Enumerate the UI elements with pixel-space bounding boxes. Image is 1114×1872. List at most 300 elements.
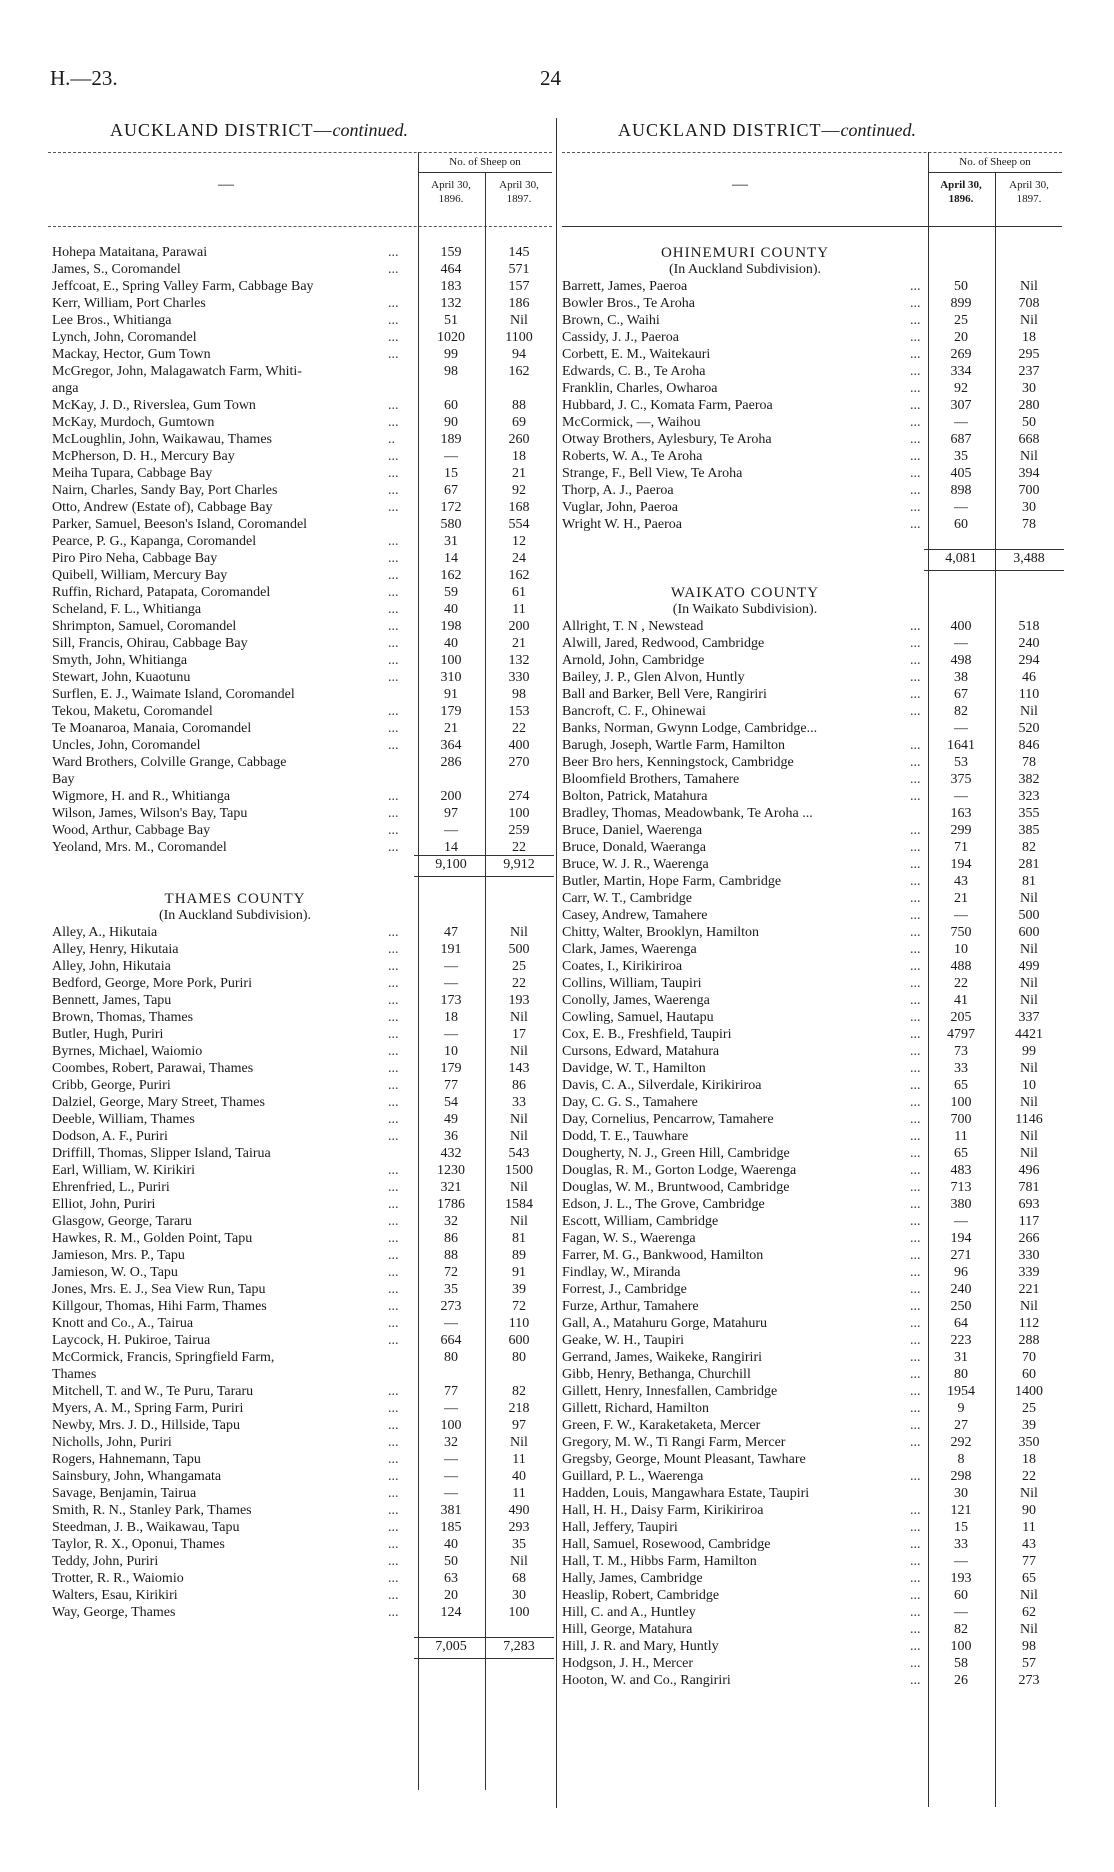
leader-dots: ...	[910, 1265, 921, 1280]
sheep-1897: 382	[1018, 772, 1040, 787]
owner-name: Deeble, William, Thames	[52, 1112, 195, 1127]
table-row	[52, 1231, 552, 1247]
sheep-1897: 30	[1022, 381, 1036, 396]
sheep-1896: 72	[444, 1265, 458, 1280]
leader-dots: ...	[388, 449, 399, 464]
leader-dots: ...	[388, 976, 399, 991]
right-district-name: AUCKLAND DISTRICT—	[618, 120, 841, 140]
table-row	[52, 772, 552, 788]
leader-dots: ...	[388, 636, 399, 651]
table-row	[52, 1061, 552, 1077]
table-row	[52, 1469, 552, 1485]
table-row	[562, 1537, 1062, 1553]
table-row	[52, 942, 552, 958]
leader-dots: ...	[388, 670, 399, 685]
sheep-1896: 4,081	[945, 551, 977, 566]
owner-name: Yeoland, Mrs. M., Coromandel	[52, 840, 227, 855]
owner-name: Bay	[52, 772, 75, 787]
sheep-1897: 846	[1018, 738, 1040, 753]
leader-dots: ...	[910, 619, 921, 634]
table-row	[562, 1469, 1062, 1485]
leader-dots: ...	[910, 1010, 921, 1025]
table-row	[562, 1010, 1062, 1026]
sheep-1896: —	[444, 449, 458, 464]
leader-dots: ...	[910, 1333, 921, 1348]
sheep-1896: —	[444, 976, 458, 991]
sheep-1896: 14	[444, 840, 458, 855]
leader-dots: ...	[910, 959, 921, 974]
owner-name: Arnold, John, Cambridge	[562, 653, 705, 668]
sheep-1896: 223	[950, 1333, 972, 1348]
owner-name: Dodd, T. E., Tauwhare	[562, 1129, 689, 1144]
owner-name: Sill, Francis, Ohirau, Cabbage Bay	[52, 636, 248, 651]
sheep-1896: 10	[954, 942, 968, 957]
sheep-1897: 266	[1018, 1231, 1040, 1246]
sheep-1896: 250	[950, 1299, 972, 1314]
leader-dots: ...	[388, 500, 399, 515]
sheep-1896: 30	[954, 1486, 968, 1501]
table-row	[52, 500, 552, 516]
sheep-1897: Nil	[510, 313, 528, 328]
owner-name: Davis, C. A., Silverdale, Kirikiriroa	[562, 1078, 762, 1093]
right-district-title	[618, 120, 916, 141]
sheep-1896: 381	[440, 1503, 462, 1518]
table-row	[562, 1554, 1062, 1570]
sheep-1897: 1584	[505, 1197, 533, 1212]
sheep-1897: 18	[1022, 330, 1036, 345]
left-col2-head-b: 1897.	[506, 193, 532, 205]
table-row	[562, 1503, 1062, 1519]
table-row	[562, 704, 1062, 720]
table-row	[562, 1299, 1062, 1315]
sheep-1896: 750	[950, 925, 972, 940]
table-row	[562, 1486, 1062, 1502]
owner-name: Trotter, R. R., Waiomio	[52, 1571, 184, 1586]
sheep-1896: 40	[444, 1537, 458, 1552]
table-row	[52, 313, 552, 329]
sheep-1897: 554	[508, 517, 530, 532]
sheep-1896: 91	[444, 687, 458, 702]
page-ref: H.—23.	[50, 66, 118, 90]
leader-dots: ...	[388, 1452, 399, 1467]
sheep-1896: 159	[440, 245, 462, 260]
sheep-1896: 26	[954, 1673, 968, 1688]
sheep-1897: 40	[512, 1469, 526, 1484]
owner-name: Heaslip, Robert, Cambridge	[562, 1588, 720, 1603]
sheep-1897: 62	[1022, 1605, 1036, 1620]
sheep-1896: 27	[954, 1418, 968, 1433]
sheep-1896: 25	[954, 313, 968, 328]
leader-dots: ...	[910, 857, 921, 872]
leader-dots: ...	[910, 1095, 921, 1110]
leader-dots: ...	[910, 636, 921, 651]
owner-name: Bruce, Donald, Waeranga	[562, 840, 706, 855]
sheep-1896: 50	[444, 1554, 458, 1569]
table-row	[562, 568, 1062, 584]
table-row	[52, 1554, 552, 1570]
sheep-1896: 33	[954, 1537, 968, 1552]
sheep-1897: 86	[512, 1078, 526, 1093]
leader-dots: ...	[910, 1129, 921, 1144]
table-row	[52, 347, 552, 363]
owner-name: Bowler Bros., Te Aroha	[562, 296, 695, 311]
sheep-1896: 100	[440, 653, 462, 668]
leader-dots: ...	[388, 1095, 399, 1110]
sheep-1897: Nil	[1020, 279, 1038, 294]
table-row	[52, 1571, 552, 1587]
sheep-1896: 10	[444, 1044, 458, 1059]
owner-name: Elliot, John, Puriri	[52, 1197, 156, 1212]
left-district-continued: continued.	[332, 120, 408, 140]
sheep-1897: Nil	[510, 1044, 528, 1059]
sheep-1896: 1230	[437, 1163, 465, 1178]
owner-name: Kerr, William, Port Charles	[52, 296, 206, 311]
sheep-1897: Nil	[1020, 942, 1038, 957]
sheep-1896: 33	[954, 1061, 968, 1076]
owner-name: Cribb, George, Puriri	[52, 1078, 171, 1093]
owner-name: McCormick, —, Waihou	[562, 415, 701, 430]
sheep-1897: 281	[1018, 857, 1040, 872]
table-row	[562, 1027, 1062, 1043]
total-row	[52, 1639, 552, 1655]
table-row	[52, 415, 552, 431]
table-row	[52, 296, 552, 312]
leader-dots: ..	[388, 432, 395, 447]
table-row	[562, 1622, 1062, 1638]
table-row	[52, 636, 552, 652]
sheep-1897: 17	[512, 1027, 526, 1042]
sheep-1896: 292	[950, 1435, 972, 1450]
table-row	[52, 1588, 552, 1604]
owner-name: Thorp, A. J., Paeroa	[562, 483, 674, 498]
owner-name: Hadden, Louis, Mangawhara Estate, Taupiri	[562, 1486, 810, 1501]
table-row	[52, 1605, 552, 1621]
sheep-1897: 400	[508, 738, 530, 753]
leader-dots: ...	[388, 1180, 399, 1195]
table-row	[562, 925, 1062, 941]
sheep-1897: 496	[1018, 1163, 1040, 1178]
leader-dots: ...	[910, 1027, 921, 1042]
sheep-1897: 132	[508, 653, 530, 668]
sheep-1897: 21	[512, 636, 526, 651]
sheep-1896: 60	[954, 517, 968, 532]
owner-name: Meiha Tupara, Cabbage Bay	[52, 466, 213, 481]
left-col2-head	[486, 178, 552, 206]
sheep-1897: 145	[508, 245, 530, 260]
owner-name: THAMES COUNTY	[164, 891, 306, 907]
table-row	[562, 1248, 1062, 1264]
sheep-1897: 25	[512, 959, 526, 974]
owner-name: Butler, Hugh, Puriri	[52, 1027, 164, 1042]
table-row	[562, 857, 1062, 873]
owner-name: Coates, I., Kirikiriroa	[562, 959, 683, 974]
owner-name: Otto, Andrew (Estate of), Cabbage Bay	[52, 500, 273, 515]
sheep-1897: 11	[512, 1486, 526, 1501]
leader-dots: ...	[388, 653, 399, 668]
owner-name: Wood, Arthur, Cabbage Bay	[52, 823, 211, 838]
table-row	[52, 738, 552, 754]
table-row	[562, 993, 1062, 1009]
owner-name: Jeffcoat, E., Spring Valley Farm, Cabbage Bay	[52, 279, 314, 294]
owner-name: Edson, J. L., The Grove, Cambridge	[562, 1197, 765, 1212]
county-subdivision	[562, 262, 1062, 278]
owner-name: Day, C. G. S., Tamahere	[562, 1095, 698, 1110]
sheep-1896: 90	[444, 415, 458, 430]
sheep-1896: —	[444, 1486, 458, 1501]
leader-dots: ...	[388, 296, 399, 311]
table-row	[562, 687, 1062, 703]
sheep-1896: 35	[444, 1282, 458, 1297]
leader-dots: ...	[910, 347, 921, 362]
table-row	[562, 874, 1062, 890]
table-row	[52, 432, 552, 448]
owner-name: Hall, T. M., Hibbs Farm, Hamilton	[562, 1554, 757, 1569]
owner-name: Hawkes, R. M., Golden Point, Tapu	[52, 1231, 253, 1246]
sheep-1896: 1786	[437, 1197, 465, 1212]
leader-dots: ...	[910, 517, 921, 532]
owner-name: Savage, Benjamin, Tairua	[52, 1486, 197, 1501]
sheep-1896: —	[954, 1554, 968, 1569]
owner-name: (In Waikato Subdivision).	[672, 602, 818, 617]
owner-name: Clark, James, Waerenga	[562, 942, 697, 957]
owner-name: Wilson, James, Wilson's Bay, Tapu	[52, 806, 248, 821]
table-row	[52, 1010, 552, 1026]
owner-name: Hill, George, Matahura	[562, 1622, 693, 1637]
sheep-1897: 280	[1018, 398, 1040, 413]
sheep-1897: 50	[1022, 415, 1036, 430]
table-row	[52, 959, 552, 975]
owner-name: Beer Bro hers, Kenningstock, Cambridge	[562, 755, 794, 770]
leader-dots: ...	[388, 840, 399, 855]
leader-dots: ...	[910, 738, 921, 753]
leader-dots: ...	[388, 1282, 399, 1297]
owner-name: Douglas, W. M., Bruntwood, Cambridge	[562, 1180, 790, 1195]
sheep-1897: Nil	[1020, 1129, 1038, 1144]
right-col2-head-a: April 30,	[1009, 179, 1049, 191]
leader-dots: ...	[910, 1180, 921, 1195]
leader-dots: ...	[910, 398, 921, 413]
sheep-1897: 1100	[505, 330, 533, 345]
sheep-1896: 59	[444, 585, 458, 600]
owner-name: Alley, John, Hikutaia	[52, 959, 171, 974]
county-heading	[562, 245, 1062, 261]
sheep-1897: 22	[512, 976, 526, 991]
left-district-name: AUCKLAND DISTRICT—	[110, 120, 333, 140]
leader-dots: ...	[910, 296, 921, 311]
sheep-1897: 1500	[505, 1163, 533, 1178]
table-row	[52, 1384, 552, 1400]
table-row	[562, 806, 1062, 822]
owner-name: Hall, Jeffery, Taupiri	[562, 1520, 678, 1535]
sheep-1896: —	[444, 1401, 458, 1416]
table-row	[562, 823, 1062, 839]
table-row	[562, 1214, 1062, 1230]
owner-name: Piro Piro Neha, Cabbage Bay	[52, 551, 218, 566]
owner-name: Butler, Martin, Hope Farm, Cambridge	[562, 874, 782, 889]
owner-name: Conolly, James, Waerenga	[562, 993, 710, 1008]
leader-dots: ...	[388, 721, 399, 736]
leader-dots: ...	[910, 1061, 921, 1076]
owner-name: Chitty, Walter, Brooklyn, Hamilton	[562, 925, 760, 940]
table-row	[52, 1282, 552, 1298]
sheep-1896: —	[954, 636, 968, 651]
table-row	[52, 245, 552, 261]
sheep-1897: Nil	[510, 925, 528, 940]
table-row	[52, 517, 552, 533]
right-header-top-rule	[562, 152, 1062, 153]
owner-name: Hill, C. and A., Huntley	[562, 1605, 696, 1620]
sheep-1896: 100	[950, 1639, 972, 1654]
sheep-1897: Nil	[1020, 1095, 1038, 1110]
owner-name: Smyth, John, Whitianga	[52, 653, 188, 668]
left-col1-head	[418, 178, 484, 206]
leader-dots: ...	[910, 772, 921, 787]
table-row	[562, 1588, 1062, 1604]
sheep-1897: 22	[512, 840, 526, 855]
owner-name: James, S., Coromandel	[52, 262, 181, 277]
sheep-1897: 24	[512, 551, 526, 566]
sheep-1896: 32	[444, 1435, 458, 1450]
table-row	[562, 1129, 1062, 1145]
leader-dots: ...	[910, 330, 921, 345]
sheep-1897: 18	[1022, 1452, 1036, 1467]
sheep-1897: Nil	[510, 1214, 528, 1229]
owner-name: Dalziel, George, Mary Street, Thames	[52, 1095, 265, 1110]
leader-dots: ...	[388, 806, 399, 821]
leader-dots: ...	[910, 891, 921, 906]
sheep-1896: 71	[954, 840, 968, 855]
table-row	[52, 534, 552, 550]
sheep-1896: 43	[954, 874, 968, 889]
leader-dots: ...	[910, 670, 921, 685]
table-row	[52, 1027, 552, 1043]
owner-name: Sainsbury, John, Whangamata	[52, 1469, 222, 1484]
owner-name: Smith, R. N., Stanley Park, Thames	[52, 1503, 252, 1518]
sheep-1897: 293	[508, 1520, 530, 1535]
sheep-1896: 580	[440, 517, 462, 532]
owner-name: Forrest, J., Cambridge	[562, 1282, 687, 1297]
sheep-1897: 112	[1018, 1316, 1040, 1331]
table-row	[562, 942, 1062, 958]
table-row	[562, 1197, 1062, 1213]
right-col2-head	[996, 178, 1062, 206]
sheep-1896: 7,005	[435, 1639, 467, 1654]
leader-dots: ...	[388, 619, 399, 634]
leader-dots: ...	[910, 687, 921, 702]
sheep-1897: 7,283	[503, 1639, 535, 1654]
leader-dots: ...	[388, 602, 399, 617]
sheep-1897: 518	[1018, 619, 1040, 634]
sheep-1897: Nil	[510, 1435, 528, 1450]
leader-dots: ...	[910, 1282, 921, 1297]
right-name-col-dash: —	[732, 176, 748, 193]
owner-name: Alley, A., Hikutaia	[52, 925, 158, 940]
owner-name: McGregor, John, Malagawatch Farm, Whiti-	[52, 364, 302, 379]
leader-dots: ...	[910, 1044, 921, 1059]
sheep-1897: 274	[508, 789, 530, 804]
table-row	[562, 1605, 1062, 1621]
sheep-1896: 307	[950, 398, 972, 413]
leader-dots: ...	[388, 1044, 399, 1059]
sheep-1897: 385	[1018, 823, 1040, 838]
table-row	[562, 1656, 1062, 1672]
owner-name: Bradley, Thomas, Meadowbank, Te Aroha ...	[562, 806, 813, 821]
sheep-1896: —	[444, 959, 458, 974]
table-row	[52, 398, 552, 414]
leader-dots: ...	[388, 1469, 399, 1484]
table-row	[562, 1316, 1062, 1332]
table-row	[52, 823, 552, 839]
sheep-1896: 22	[954, 976, 968, 991]
leader-dots: ...	[388, 262, 399, 277]
leader-dots: ...	[388, 1316, 399, 1331]
table-row	[52, 1333, 552, 1349]
owner-name: Newby, Mrs. J. D., Hillside, Tapu	[52, 1418, 241, 1433]
sheep-1896: 97	[444, 806, 458, 821]
table-row	[562, 1435, 1062, 1451]
leader-dots: ...	[910, 432, 921, 447]
owner-name: Teddy, John, Puriri	[52, 1554, 159, 1569]
sheep-1897: Nil	[1020, 313, 1038, 328]
sheep-1897: 72	[512, 1299, 526, 1314]
leader-dots: ...	[910, 1588, 921, 1603]
county-heading	[52, 891, 552, 907]
left-col2-head-a: April 30,	[499, 179, 539, 191]
leader-dots: ...	[910, 1214, 921, 1229]
sheep-1897: 193	[508, 993, 530, 1008]
table-row	[52, 1214, 552, 1230]
sheep-1897: 330	[1018, 1248, 1040, 1263]
leader-dots: ...	[388, 466, 399, 481]
owner-name: Rogers, Hahnemann, Tapu	[52, 1452, 201, 1467]
owner-name: Steedman, J. B., Waikawau, Tapu	[52, 1520, 240, 1535]
owner-name: McLoughlin, John, Waikawau, Thames	[52, 432, 272, 447]
leader-dots: ...	[910, 1231, 921, 1246]
sheep-1896: 4797	[947, 1027, 975, 1042]
sheep-1896: 80	[444, 1350, 458, 1365]
sheep-1896: —	[954, 721, 968, 736]
table-row	[562, 279, 1062, 295]
right-header-bottom-rule	[562, 226, 1062, 227]
table-row	[52, 993, 552, 1009]
table-row	[562, 789, 1062, 805]
owner-name: Brown, Thomas, Thames	[52, 1010, 194, 1025]
sheep-1897: 10	[1022, 1078, 1036, 1093]
sheep-1896: 100	[440, 1418, 462, 1433]
owner-name: Bailey, J. P., Glen Alvon, Huntly	[562, 670, 745, 685]
sheep-1896: 334	[950, 364, 972, 379]
owner-name: Guillard, P. L., Waerenga	[562, 1469, 704, 1484]
sheep-1896: 498	[950, 653, 972, 668]
table-row	[52, 1129, 552, 1145]
leader-dots: ...	[910, 313, 921, 328]
owner-name: (In Auckland Subdivision).	[668, 262, 822, 277]
sheep-1897: 323	[1018, 789, 1040, 804]
sheep-1896: 8	[957, 1452, 965, 1467]
sheep-1897: 162	[508, 568, 530, 583]
total-row	[52, 857, 552, 873]
owner-name: Ehrenfried, L., Puriri	[52, 1180, 170, 1195]
sheep-1896: 41	[954, 993, 968, 1008]
owner-name: McKay, Murdoch, Gumtown	[52, 415, 215, 430]
table-row	[52, 1112, 552, 1128]
sheep-1896: 183	[440, 279, 462, 294]
owner-name: McPherson, D. H., Mercury Bay	[52, 449, 235, 464]
sheep-1897: 4421	[1015, 1027, 1043, 1042]
owner-name: Franklin, Charles, Owharoa	[562, 381, 718, 396]
sheep-1896: 96	[954, 1265, 968, 1280]
table-row	[562, 1401, 1062, 1417]
